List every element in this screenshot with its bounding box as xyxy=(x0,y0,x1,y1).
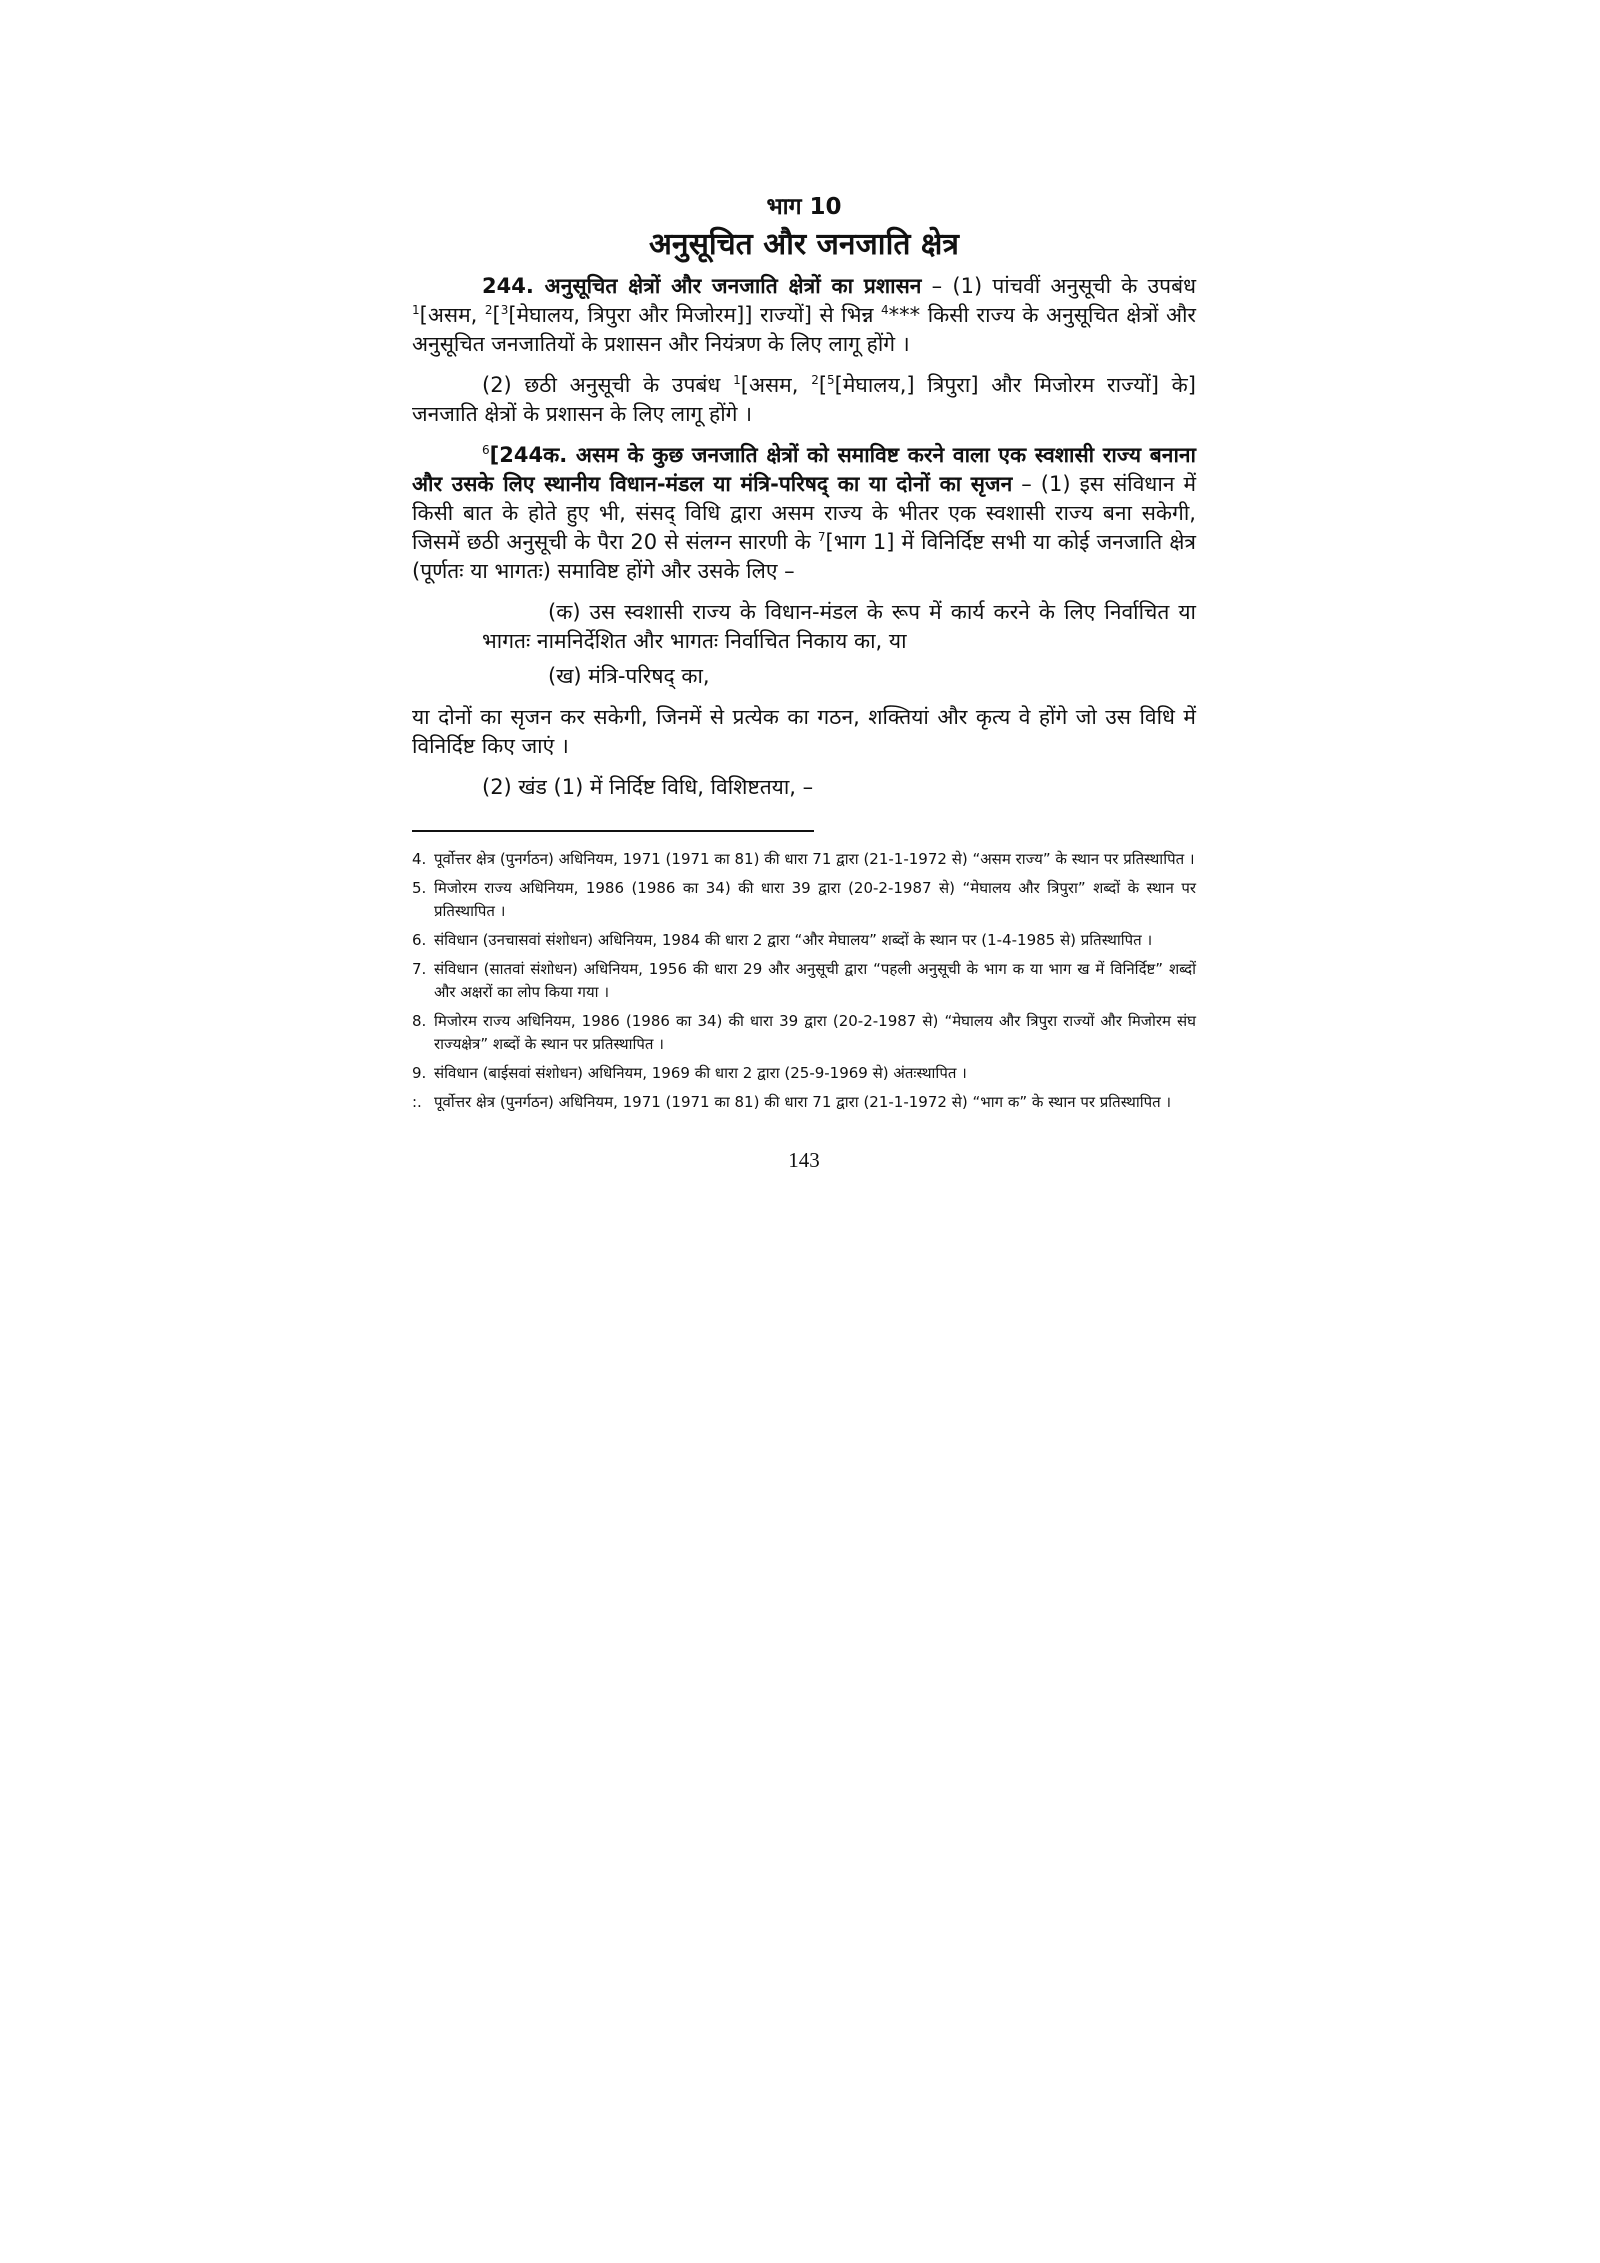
footnote-ref: 5 xyxy=(827,373,835,387)
document-page xyxy=(412,190,1196,1173)
footnote-ref: 2 xyxy=(811,373,819,387)
footnote: 4. पूर्वोत्तर क्षेत्र (पुनर्गठन) अधिनियम, 1971 (1971 का 81) की धारा 71 द्वारा (21-1-1972 से) “असम राज्य” के स्थान पर प्रतिस्थापित । xyxy=(412,850,1195,868)
footnote-ref: 1 xyxy=(733,373,741,387)
footnote: 9. संविधान (बाईसवां संशोधन) अधिनियम, 1969 की धारा 2 द्वारा (25-9-1969 से) अंतःस्थापित । xyxy=(412,1064,967,1082)
footnote-ref: 2 xyxy=(484,303,493,317)
article-244a-clause-1: $^6$[244क. असम के कुछ जनजाति क्षेत्रों को समाविष्ट करने वाला एक स्वशासी राज्य बनाना और उसके लिए स्थानीय विधान-मंडल या मंत्रि-परिषद् का या दोनों का सृजन – (1) इस संविधान में किसी बात के होते हुए भी, संसद् विधि द्वारा असम राज्य के भीतर एक स्वशासी राज्य बना सकेगी, जिसमें छठी अनुसूची के पैरा 20 से संलग्न सारणी के $^7$[भाग 1] में विनिर्दिष्ट सभी या कोई जनजाति क्षेत्र (पूर्णतः या भागतः) समाविष्ट होंगे और उसके लिए – xyxy=(412,443,1197,583)
part-title: अनुसूचित और जनजाति क्षेत्र xyxy=(649,227,959,262)
footnote-ref: 6 xyxy=(482,443,490,457)
footnote-divider xyxy=(412,830,814,832)
footnote: :. पूर्वोत्तर क्षेत्र (पुनर्गठन) अधिनियम, 1971 (1971 का 81) की धारा 71 द्वारा (21-1-1972 से) “भाग क” के स्थान पर प्रतिस्थापित । xyxy=(412,1093,1172,1111)
footnote-ref: 3 xyxy=(500,303,509,317)
sub-clause-ka: (क) उस स्वशासी राज्य के विधान-मंडल के रूप में कार्य करने के लिए निर्वाचित या भागतः नामनिर्देशित और भागतः निर्वाचित निकाय का, या xyxy=(482,600,1196,653)
footnote-ref: 4 xyxy=(881,303,889,317)
article-244-clause-2: (2) छठी अनुसूची के उपबंध $^1$[असम, $^2$[$^5$[मेघालय,] त्रिपुरा] और मिजोरम राज्यों] के] जनजाति क्षेत्रों के प्रशासन के लिए लागू होंगे । xyxy=(412,373,1196,426)
article-244a-clause-2: (2) खंड (1) में निर्दिष्ट विधि, विशिष्टतया, – xyxy=(482,775,814,799)
footnote: 8. मिजोरम राज्य अधिनियम, 1986 (1986 का 34) की धारा 39 द्वारा (20-2-1987 से) “मेघालय और त्रिपुरा राज्यों और मिजोरम संघ राज्यक्षेत्र” शब्दों के स्थान पर प्रतिस्थापित । xyxy=(412,1012,1196,1053)
footnote: 6. संविधान (उनचासवां संशोधन) अधिनियम, 1984 की धारा 2 द्वारा “और मेघालय” शब्दों के स्थान पर (1-4-1985 से) प्रतिस्थापित । xyxy=(412,931,1153,949)
footnote-ref: 7 xyxy=(817,530,826,544)
article-244a-closing: या दोनों का सृजन कर सकेगी, जिनमें से प्रत्येक का गठन, शक्तियां और कृत्य वे होंगे जो उस विधि में विनिर्दिष्ट किए जाएं । xyxy=(412,705,1196,758)
article-244-heading: 244. अनुसूचित क्षेत्रों और जनजाति क्षेत्रों का प्रशासन xyxy=(482,274,922,298)
page-number: 143 xyxy=(788,1148,820,1172)
sub-clause-kha: (ख) मंत्रि-परिषद् का, xyxy=(548,664,710,688)
article-244a-heading: [244क. असम के कुछ जनजाति क्षेत्रों को समाविष्ट करने वाला एक स्वशासी राज्य बनाना और उसके लिए स्थानीय विधान-मंडल या मंत्रि-परिषद् का या दोनों का सृजन xyxy=(412,443,1196,496)
article-244-clause-1: 244. अनुसूचित क्षेत्रों और जनजाति क्षेत्रों का प्रशासन – (1) पांचवीं अनुसूची के उपबंध $^1$[असम, $^2$[$^3$[मेघालय, त्रिपुरा और मिजोरम]] राज्यों] से भिन्न $^4$*** किसी राज्य के अनुसूचित क्षेत्रों और अनुसूचित जनजातियों के प्रशासन और नियंत्रण के लिए लागू होंगे । xyxy=(412,274,1197,356)
footnote-ref: 1 xyxy=(412,303,420,317)
footnote: 5. मिजोरम राज्य अधिनियम, 1986 (1986 का 34) की धारा 39 द्वारा (20-2-1987 से) “मेघालय और त्रिपुरा” शब्दों के स्थान पर प्रतिस्थापित । xyxy=(412,879,1196,920)
footnotes xyxy=(412,848,1196,1114)
part-label: भाग 10 xyxy=(766,194,842,220)
footnote: 7. संविधान (सातवां संशोधन) अधिनियम, 1956 की धारा 29 और अनुसूची द्वारा “पहली अनुसूची के भाग क या भाग ख में विनिर्दिष्ट” शब्दों और अक्षरों का लोप किया गया । xyxy=(412,960,1196,1001)
